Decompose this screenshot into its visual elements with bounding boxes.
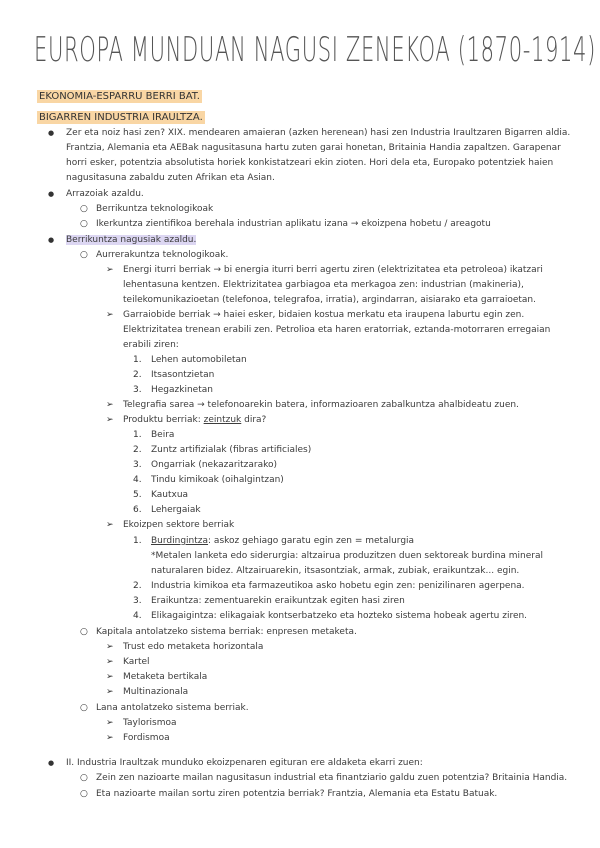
circle-marker: ○ (80, 703, 88, 713)
circle-marker: ○ (80, 627, 88, 637)
list-item-heading-highlighted: Berrikuntza nagusiak azaldu. (66, 235, 197, 245)
text-line: Trust edo metaketa horizontala (123, 642, 264, 652)
text-line: Kartel (123, 657, 150, 667)
arrow-marker: ➢ (106, 718, 114, 728)
bullet-marker: ● (48, 129, 55, 137)
numbered-item: Kautxua (151, 490, 189, 500)
number-marker: 4. (133, 475, 142, 485)
sub-item: Ikerkuntza zientifikoa berehala industrian aplikatu izana → ekoizpena hobetu / areagotu (96, 219, 491, 229)
text-fragment: : askoz gehiago garatu egin zen = metalurgia (208, 536, 415, 546)
number-marker: 2. (133, 581, 142, 591)
sub-item: Eta nazioarte mailan sortu ziren potentzia berriak? Frantzia, Alemania eta Estatu Batuak. (96, 789, 498, 799)
sub-item: Berrikuntza teknologikoak (96, 204, 214, 214)
sub-heading: Aurrerakuntza teknologikoak. (96, 250, 229, 260)
number-marker: 3. (133, 596, 142, 606)
circle-marker: ○ (80, 250, 88, 260)
text-line: Elektrizitatea trenean erabili zen. Petrolioa eta haren eratorriak, eztanda-motorraren erregaian (123, 325, 551, 335)
bullet-marker: ● (48, 759, 55, 767)
number-marker: 6. (133, 505, 142, 515)
text-line: Taylorismoa (123, 718, 177, 728)
numbered-item: Itsasontzietan (151, 370, 215, 380)
number-marker: 2. (133, 445, 142, 455)
arrow-marker: ➢ (106, 520, 114, 530)
list-item-line: Frantzia, Alemania eta AEBak nagusitasuna hartu zuten garai honetan, Britainia Handia zapaltzen. Garapenar (66, 143, 561, 153)
underlined-word: Burdingintza (151, 536, 209, 546)
sub-heading: Lana antolatzeko sistema berriak. (96, 703, 249, 713)
arrow-marker: ➢ (106, 415, 114, 425)
arrow-marker: ➢ (106, 642, 114, 652)
number-marker: 3. (133, 460, 142, 470)
numbered-item: Industria kimikoa eta farmazeutikoa asko hobetu egin zen: penizilinaren agerpena. (151, 581, 525, 591)
arrow-marker: ➢ (106, 400, 114, 410)
list-item-line: nagusitasuna zabaldu zuten Afrikan eta Asian. (66, 173, 275, 183)
list-item-heading: II. Industria Iraultzak munduko ekoizpenaren egituran ere aldaketa ekarri zuen: (66, 758, 423, 768)
number-marker: 1. (133, 430, 142, 440)
circle-marker: ○ (80, 789, 88, 799)
number-marker: 1. (133, 355, 142, 365)
circle-marker: ○ (80, 204, 88, 214)
text-line: teilekomunikazioetan (telefonoa, telegrafoa, irratia), argindarran, aisiarako eta garraioetan. (123, 295, 536, 305)
text-fragment: dira? (241, 415, 267, 425)
text-line: naturalaren bidez. Altzairuarekin, itsasontziak, armak, zubiak, eraikuntzak... egin. (151, 566, 520, 576)
arrow-marker: ➢ (106, 672, 114, 682)
number-marker: 5. (133, 490, 142, 500)
arrow-marker: ➢ (106, 733, 114, 743)
arrow-marker: ➢ (106, 687, 114, 697)
numbered-item: Hegazkinetan (151, 385, 213, 395)
number-marker: 4. (133, 611, 142, 621)
arrow-marker: ➢ (106, 657, 114, 667)
text-line: Energi iturri berriak → bi energia iturri berri agertu ziren (elektrizitatea eta petroleoa) ikatzari (123, 265, 543, 275)
numbered-item: Elikagaigintza: elikagaiak kontserbatzeko eta hozteko sistema hobeak agertu ziren. (151, 611, 528, 621)
number-marker: 3. (133, 385, 142, 395)
list-item-line: Zer eta noiz hasi zen? XIX. mendearen amaieran (azken herenean) hasi zen Industria Iraultzaren Bigarren aldia. (66, 128, 571, 138)
number-marker: 2. (133, 370, 142, 380)
circle-marker: ○ (80, 219, 88, 229)
numbered-item: Lehergaiak (151, 505, 201, 515)
list-item-heading: Arrazoiak azaldu. (66, 189, 144, 199)
text-line (123, 412, 266, 428)
numbered-item: Zuntz artifizialak (fibras artificiales) (151, 445, 312, 455)
text-line: lehentasuna kentzen. Elektrizitatea garbiagoa eta merkagoa zen: industrian (makineria), (123, 280, 524, 290)
list-item-line: horri esker, potentzia absolutista horiek konkistatzeari ekin zioten. Hori dela eta, Europako potentziek haien (66, 158, 554, 168)
sub-item: Zein zen nazioarte mailan nagusitasun industrial eta finantziario galdu zuen potentzia? Britainia Handia. (96, 773, 568, 783)
bullet-marker: ● (48, 236, 55, 244)
text-fragment: Produktu berriak: (123, 415, 204, 425)
numbered-item (151, 533, 414, 549)
text-line: Multinazionala (123, 687, 189, 697)
text-line: Metaketa bertikala (123, 672, 208, 682)
numbered-item: Lehen automobiletan (151, 355, 247, 365)
numbered-item: Beira (151, 430, 175, 440)
numbered-item: Tindu kimikoak (oihalgintzan) (151, 475, 284, 485)
number-marker: 1. (133, 536, 142, 546)
arrow-marker: ➢ (106, 310, 114, 320)
section-heading-economy: EKONOMIA-ESPARRU BERRI BAT. (39, 91, 200, 102)
text-line: *Metalen lanketa edo siderurgia: altzairua produzitzen duen sektoreak burdina mineral (151, 551, 544, 561)
sub-heading: Kapitala antolatzeko sistema berriak: enpresen metaketa. (96, 627, 357, 637)
section-heading-industrial-revolution: BIGARREN INDUSTRIA IRAULTZA. (39, 112, 203, 123)
page-title: EUROPA MUNDUAN NAGUSI ZENEKOA (1870-1914) (34, 30, 596, 70)
arrow-marker: ➢ (106, 265, 114, 275)
text-line: Fordismoa (123, 733, 170, 743)
underlined-word: zeintzuk (203, 415, 242, 425)
text-line: Telegrafia sarea → telefonoarekin batera, informazioaren zabalkuntza ahalbideatu zuen. (123, 400, 519, 410)
text-line: Garraiobide berriak → haiei esker, bidaien kostua merkatu eta iraupena laburtu egin zen. (123, 310, 525, 320)
numbered-item: Eraikuntza: zementuarekin eraikuntzak egiten hasi ziren (151, 596, 405, 606)
text-line: erabili ziren: (123, 340, 179, 350)
numbered-item: Ongarriak (nekazaritzarako) (151, 460, 277, 470)
text-line: Ekoizpen sektore berriak (123, 520, 235, 530)
circle-marker: ○ (80, 773, 88, 783)
bullet-marker: ● (48, 190, 55, 198)
